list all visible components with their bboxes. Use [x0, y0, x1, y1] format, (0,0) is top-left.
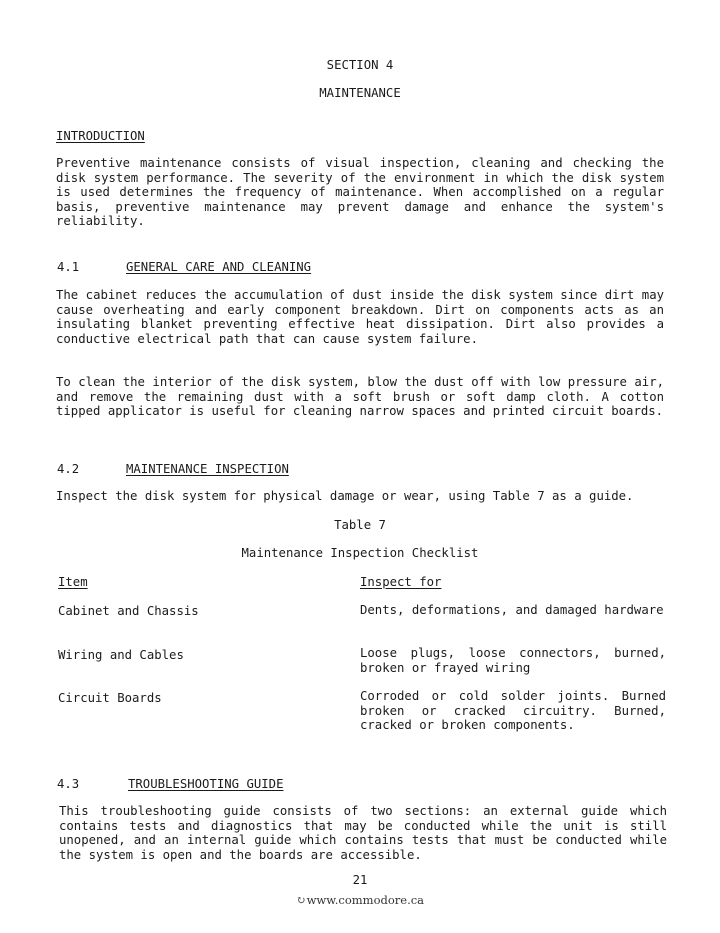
footer-website [0, 893, 720, 908]
commodore-logo-icon: ↻ [295, 893, 306, 907]
footer-website-text: www.commodore.ca [306, 893, 425, 907]
table-row-3-item: Circuit Boards [58, 691, 162, 705]
section-4-2-paragraph [56, 489, 664, 504]
section-4-3-paragraph [59, 804, 667, 862]
section-4-2-heading: MAINTENANCE INSPECTION [126, 462, 289, 476]
section-4-1-paragraph-2 [56, 375, 664, 419]
section-number: SECTION 4 [326, 58, 394, 72]
table-header-inspect: Inspect for [360, 575, 442, 589]
section-4-1-heading: GENERAL CARE AND CLEANING [126, 260, 312, 274]
section-title: MAINTENANCE [319, 86, 401, 100]
table-title: Maintenance Inspection Checklist [241, 546, 479, 560]
table-row-2-item: Wiring and Cables [58, 648, 184, 662]
introduction-heading: INTRODUCTION [56, 129, 145, 143]
table-row-1-item: Cabinet and Chassis [58, 604, 199, 618]
section-4-1-text-2: To clean the interior of the disk system, blow the dust off with low pressure air, and remove the remaining dust with a soft brush or soft damp cloth. A cotton tipped applicator is useful for cleaning narrow spaces and printed circuit boards. [56, 375, 664, 419]
section-4-2-text: Inspect the disk system for physical damage or wear, using Table 7 as a guide. [56, 489, 634, 503]
page-number: 21 [352, 873, 368, 887]
section-4-1-paragraph-1 [56, 288, 664, 346]
table-header-item: Item [58, 575, 88, 589]
section-4-3-text: This troubleshooting guide consists of two sections: an external guide which contains tests and diagnostics that may be conducted while the unit is still unopened, and an internal guide which contains tests that must be conducted while the system is open and the boards are accessible. [59, 804, 667, 862]
introduction-text: Preventive maintenance consists of visual inspection, cleaning and checking the disk system performance. The severity of the environment in which the disk system is used determines the frequency of maintenance. When accomplished on a regular basis, preventive maintenance may prevent damage and enhance the system's reliability. [56, 156, 664, 229]
table-row-3-inspect: Corroded or cold solder joints. Burned broken or cracked circuitry. Burned, cracked or broken components. [360, 689, 666, 733]
table-row-1-inspect: Dents, deformations, and damaged hardware [360, 603, 664, 617]
introduction-paragraph [56, 156, 664, 229]
section-4-2-number: 4.2 [57, 462, 80, 476]
section-4-3-number: 4.3 [57, 777, 80, 791]
section-4-3-heading: TROUBLESHOOTING GUIDE [128, 777, 284, 791]
table-label: Table 7 [334, 518, 386, 532]
section-4-1-text-1: The cabinet reduces the accumulation of dust inside the disk system since dirt may cause overheating and early component breakdown. Dirt on components acts as an insulating blanket preventing effective heat dissipation. Dirt also provides a conductive electrical path that can cause system failure. [56, 288, 664, 346]
section-4-1-number: 4.1 [57, 260, 80, 274]
table-row-2-inspect: Loose plugs, loose connectors, burned, broken or frayed wiring [360, 646, 666, 675]
